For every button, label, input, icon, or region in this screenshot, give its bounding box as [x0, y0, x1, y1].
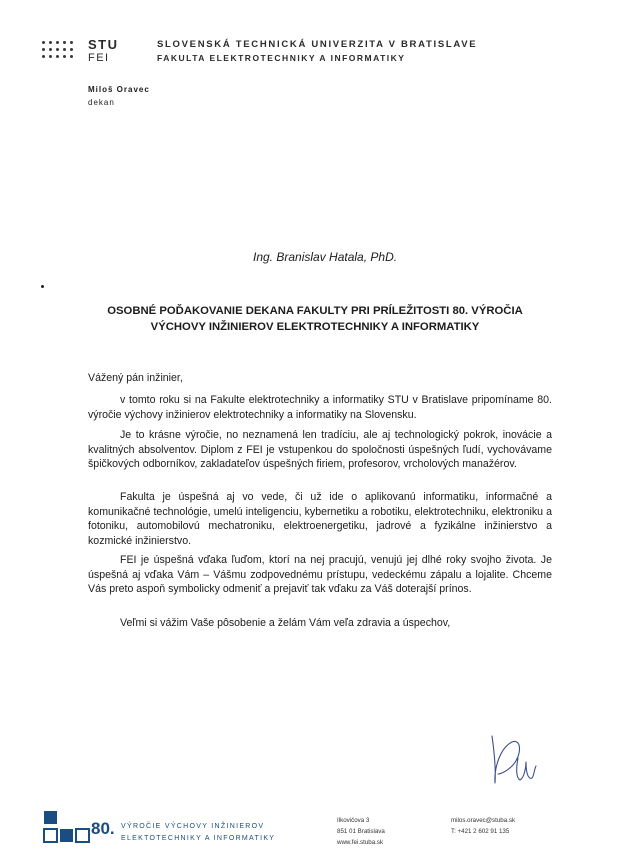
university-name: SLOVENSKÁ TECHNICKÁ UNIVERZITA V BRATISLAVE — [157, 39, 478, 50]
paragraph-3: Fakulta je úspešná aj vo vede, či už ide o aplikovanú informatiku, informačné a komunikačné technológie, umelú inteligenciu, kybernetiku a robotiku, elektrotechniku, elektroniku a fotoniku, automobilovú mechatroniku, elektroenergetiku, jadrové a fyzikálne inžinierstvo a kozmické inžinierstvo. — [88, 491, 552, 547]
address-city: 851 01 Bratislava — [337, 828, 385, 835]
margin-dot — [41, 285, 44, 288]
author-name: Miloš Oravec — [88, 85, 150, 94]
salutation: Vážený pán inžinier, — [88, 372, 183, 384]
logo-short: STU — [88, 37, 119, 52]
contact-phone: T: +421 2 602 91 135 — [451, 828, 510, 835]
faculty-name: FAKULTA ELEKTROTECHNIKY A INFORMATIKY — [157, 53, 406, 63]
signature — [478, 728, 558, 798]
contact-email[interactable]: milos.oravec@stuba.sk — [451, 817, 516, 824]
title-line-2: VÝCHOVY INŽINIEROV ELEKTROTECHNIKY A INFORMATIKY — [150, 321, 480, 333]
stu-logo-dots — [42, 41, 80, 65]
paragraph-4: FEI je úspešná vďaka ľuďom, ktorí na nej pracujú, venujú jej dlhé roky svojho života. Je úspešná aj vďaka Vám – Vášmu zodpovednému prístupu, vedeckému zápalu a lojalite. Chceme Vás preto aspoň symbolicky odmeniť a prejaviť tak vďaku za Váš doterajší prínos. — [88, 554, 552, 596]
anniversary-number: 80. — [91, 819, 115, 838]
title-line-1: OSOBNÉ POĎAKOVANIE DEKANA FAKULTY PRI PRÍLEŽITOSTI 80. VÝROČIA — [107, 305, 523, 317]
address-street: Ilkovičova 3 — [337, 817, 370, 824]
anniversary-line-2: ELEKTOTECHNIKY A INFORMATIKY — [121, 835, 276, 842]
author-role: dekan — [88, 98, 115, 107]
logo-sub: FEI — [88, 52, 110, 64]
letter-title — [80, 303, 550, 335]
closing-line: Veľmi si vážim Vaše pôsobenie a želám Vám veľa zdravia a úspechov, — [120, 617, 451, 629]
paragraph-2: Je to krásne výročie, no neznamená len tradíciu, ale aj technologický pokrok, inovácie a kvalitných absolventov. Diplom z FEI je vstupenkou do spoločnosti úspešných ľudí, vychovávame špičkových odborníkov, zakladateľov úspešných firiem, profesorov, vrcholových manažérov. — [88, 429, 552, 471]
anniversary-line-1: VÝROČIE VÝCHOVY INŽINIEROV — [121, 823, 265, 830]
address-web[interactable]: www.fei.stuba.sk — [337, 839, 384, 846]
paragraph-1: v tomto roku si na Fakulte elektrotechniky a informatiky STU v Bratislave pripomíname 80. výročie výchovy inžinierov elektrotechniky a informatiky na Slovensku. — [88, 394, 552, 421]
recipient-name: Ing. Branislav Hatala, PhD. — [253, 250, 398, 264]
anniversary-logo — [43, 810, 91, 846]
